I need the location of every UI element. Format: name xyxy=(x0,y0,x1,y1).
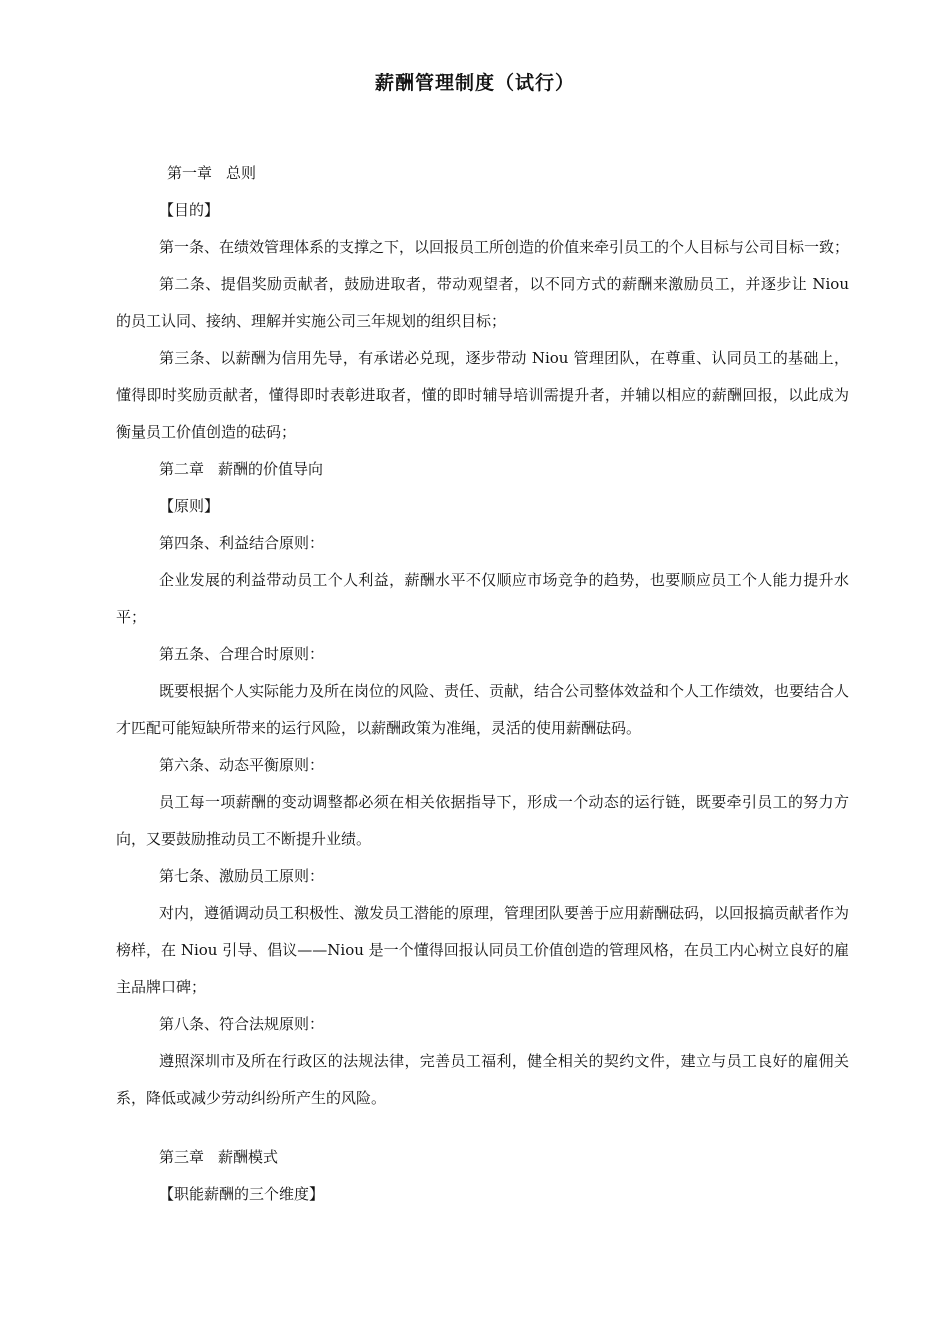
chapter-1-heading xyxy=(116,155,849,192)
chapter-label: 第一章 xyxy=(167,164,213,182)
section-spacer xyxy=(116,1117,849,1139)
article-6-body: 员工每一项薪酬的变动调整都必须在相关依据指导下，形成一个动态的运行链，既要牵引员工的努力方向，又要鼓励推动员工不断提升业绩。 xyxy=(116,793,849,848)
article-8: 第八条、符合法规原则： xyxy=(159,1015,325,1033)
article-2: 第二条、提倡奖励贡献者，鼓励进取者，带动观望者，以不同方式的薪酬来激励员工，并逐步让 Niou 的员工认同、接纳、理解并实施公司三年规划的组织目标； xyxy=(116,275,849,330)
article-8-body: 遵照深圳市及所在行政区的法规法律，完善员工福利，健全相关的契约文件，建立与员工良好的雇佣关系，降低或减少劳动纠纷所产生的风险。 xyxy=(116,1052,849,1107)
article-4-body: 企业发展的利益带动员工个人利益，薪酬水平不仅顺应市场竞争的趋势，也要顺应员工个人能力提升水平； xyxy=(116,571,849,626)
dimension-heading: 【职能薪酬的三个维度】 xyxy=(159,1185,325,1203)
document-title: 薪酬管理制度（试行） xyxy=(374,72,575,94)
chapter-2-heading xyxy=(116,451,849,488)
chapter-label: 第二章 xyxy=(159,460,205,478)
chapter-3-heading xyxy=(116,1139,849,1176)
principle-heading: 【原则】 xyxy=(159,497,220,515)
article-3: 第三条、以薪酬为信用先导，有承诺必兑现，逐步带动 Niou 管理团队，在尊重、认同员工的基础上，懂得即时奖励贡献者，懂得即时表彰进取者，懂的即时辅导培训需提升者，并辅以相应的薪酬回报，以此成为衡量员工价值创造的砝码； xyxy=(116,349,849,441)
chapter-name: 薪酬模式 xyxy=(218,1148,279,1166)
article-7-body: 对内，遵循调动员工积极性、激发员工潜能的原理，管理团队要善于应用薪酬砝码，以回报搞贡献者作为榜样，在 Niou 引导、倡议——Niou 是一个懂得回报认同员工价值创造的管理风格，在员工内心树立良好的雇主品牌口碑； xyxy=(116,904,850,996)
chapter-name: 薪酬的价值导向 xyxy=(218,460,324,478)
purpose-heading: 【目的】 xyxy=(159,201,220,219)
article-6: 第六条、动态平衡原则： xyxy=(159,756,325,774)
article-1: 第一条、在绩效管理体系的支撑之下，以回报员工所创造的价值来牵引员工的个人目标与公司目标一致； xyxy=(159,238,850,256)
article-4: 第四条、利益结合原则： xyxy=(159,534,325,552)
document-body xyxy=(116,155,849,1213)
chapter-label: 第三章 xyxy=(159,1148,205,1166)
article-7: 第七条、激励员工原则： xyxy=(159,867,325,885)
article-5: 第五条、合理合时原则： xyxy=(159,645,325,663)
chapter-name: 总则 xyxy=(226,164,257,182)
article-5-body: 既要根据个人实际能力及所在岗位的风险、责任、贡献，结合公司整体效益和个人工作绩效，也要结合人才匹配可能短缺所带来的运行风险，以薪酬政策为准绳，灵活的使用薪酬砝码。 xyxy=(116,682,850,737)
